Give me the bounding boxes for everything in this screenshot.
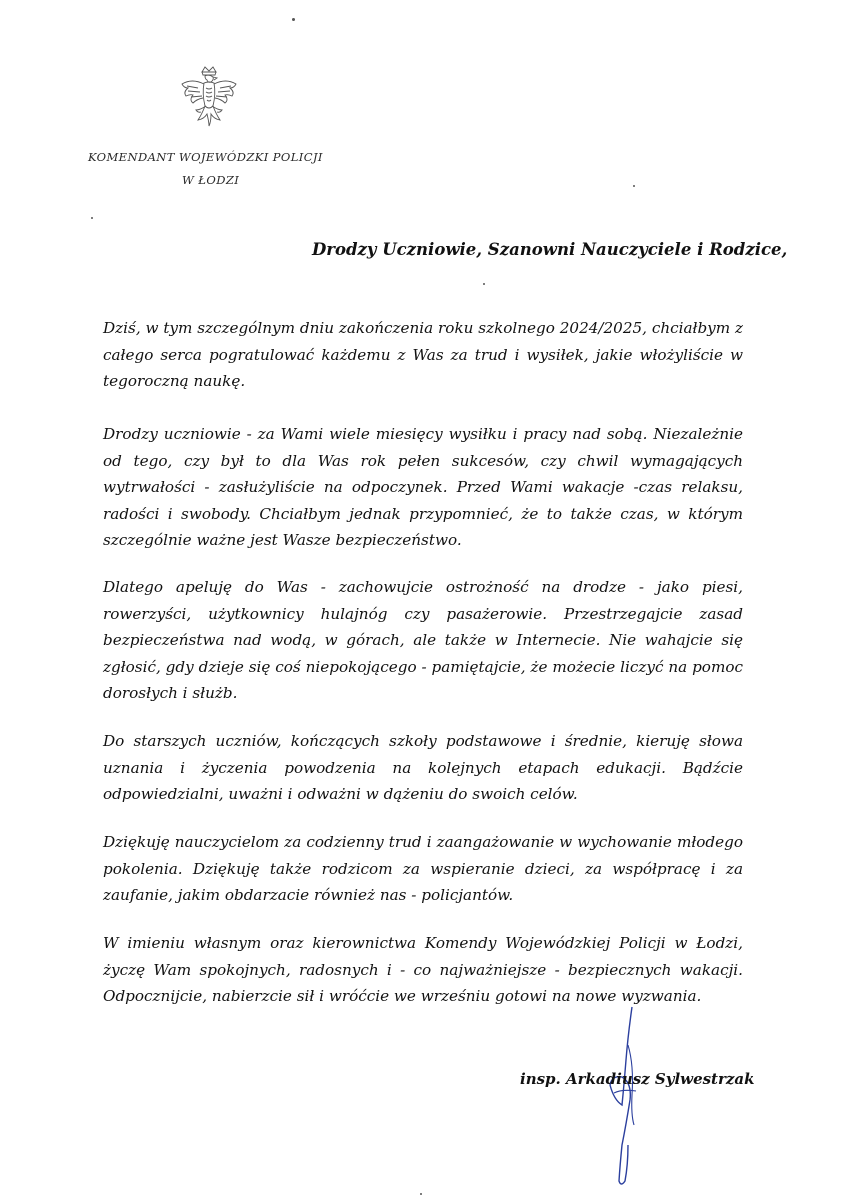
salutation: Drodzy Uczniowie, Szanowni Nauczyciele i Rodzice, [312,240,788,259]
handwritten-signature-icon [592,1005,662,1190]
institution-city: W ŁODZI [182,173,240,187]
scan-speck [420,1193,422,1195]
signatory-name: insp. Arkadiusz Sylwestrzak [520,1070,755,1088]
scan-speck [292,18,295,21]
scan-speck [633,185,635,187]
paragraph-thanks: Dziękuję nauczycielom za codzienny trud i zaangażowanie w wychowanie młodego pokolenia. Dziękuję także rodzicom za wspieranie dzieci, za współpracę i za zaufanie, jakim obdarzacie również nas - policjantów. [103,833,743,904]
paragraph-congratulations: Dziś, w tym szczególnym dniu zakończenia roku szkolnego 2024/2025, chciałbym z całego serca pogratulować każdemu z Was za trud i wysiłek, jakie włożyliście w tegoroczną naukę. [103,319,743,390]
paragraph-graduates: Do starszych uczniów, kończących szkoły podstawowe i średnie, kieruję słowa uznania i życzenia powodzenia na kolejnych etapach edukacji. Bądźcie odpowiedzialni, uważni i odważni w dążeniu do swoich celów. [103,732,743,803]
paragraph-students: Drodzy uczniowie - za Wami wiele miesięcy wysiłku i pracy nad sobą. Niezależnie od tego, czy był to dla Was rok pełen sukcesów, czy chwil wymagających wytrwałości - zasłużyliście na odpoczynek. Przed Wami wakacje -czas relaksu, radości i swobody. Chciałbym jednak przypomnieć, że to także czas, w którym szczególnie ważne jest Wasze bezpieczeństwo. [103,425,743,549]
scan-speck [91,217,93,219]
institution-title: KOMENDANT WOJEWÓDZKI POLICJI [88,150,323,164]
scan-speck [483,283,485,285]
paragraph-safety-appeal: Dlatego apeluję do Was - zachowujcie ostrożność na drodze - jako piesi, rowerzyści, użytkownicy hulajnóg czy pasażerowie. Przestrzegajcie zasad bezpieczeństwa nad wodą, w górach, ale także w Internecie. Nie wahajcie się zgłosić, gdy dzieje się coś niepokojącego - pamiętajcie, że możecie liczyć na pomoc dorosłych i służb. [103,578,743,702]
paragraph-wishes: W imieniu własnym oraz kierownictwa Komendy Wojewódzkiej Policji w Łodzi, życzę Wam spokojnych, radosnych i - co najważniejsze - bezpiecznych wakacji. Odpocznijcie, nabierzcie sił i wróćcie we wrześniu gotowi na nowe wyzwania. [103,934,743,1005]
polish-eagle-emblem-icon [178,64,240,134]
